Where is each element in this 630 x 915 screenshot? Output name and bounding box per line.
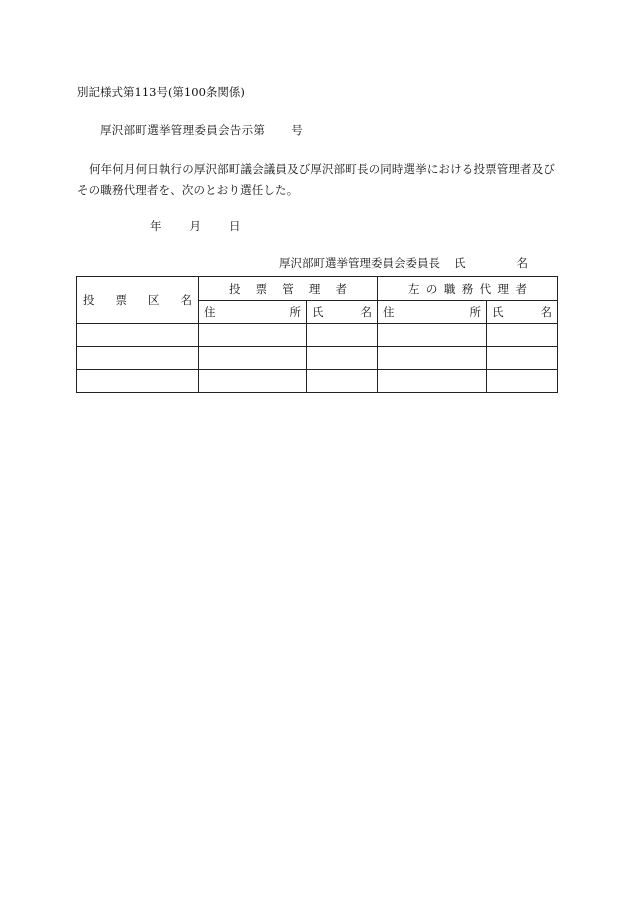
manager-name-cell [307, 324, 378, 347]
district-header [77, 277, 199, 324]
date-day: 日 [229, 219, 241, 233]
manager-address-cell [199, 370, 307, 393]
table-row [77, 324, 558, 347]
manager-name-cell [307, 370, 378, 393]
table-row [77, 370, 558, 393]
district-cell [77, 347, 199, 370]
deputy-address-header: 住 所 [378, 301, 487, 324]
deputy-name-cell [487, 324, 558, 347]
deputy-name-header: 氏 名 [487, 301, 558, 324]
deputy-header-text: 左 の 職 務 代 理 者 [408, 281, 527, 296]
table-row [77, 347, 558, 370]
signature-shi: 氏 [454, 256, 466, 270]
manager-address-header: 住 所 [199, 301, 307, 324]
manager-header [199, 277, 378, 301]
manager-address-cell [199, 347, 307, 370]
deputy-header [378, 277, 558, 301]
notice-title [100, 122, 303, 138]
roster-table [76, 276, 558, 393]
district-header-text: 投 票 区 名 [83, 293, 192, 307]
signature-title: 厚沢部町選挙管理委員会委員長 [279, 256, 440, 270]
form-number: 別記様式第113号(第100条関係) [77, 85, 245, 99]
signature-mei: 名 [516, 256, 528, 270]
deputy-address-cell [378, 324, 487, 347]
manager-name-header: 氏 名 [307, 301, 378, 324]
body-text: 何年何月何日執行の厚沢部町議会議員及び厚沢部町長の同時選挙における投票管理者及びその職務代理者を、次のとおり選任した。 [77, 162, 555, 197]
manager-name-cell [307, 347, 378, 370]
notice-title-prefix: 厚沢部町選挙管理委員会告示第 [100, 123, 266, 137]
manager-address-cell [199, 324, 307, 347]
date-line [150, 218, 241, 234]
deputy-address-cell [378, 370, 487, 393]
notice-title-suffix: 号 [291, 123, 304, 137]
deputy-name-cell [487, 370, 558, 393]
district-cell [77, 324, 199, 347]
deputy-address-cell [378, 347, 487, 370]
district-cell [77, 370, 199, 393]
date-year: 年 [150, 219, 162, 233]
deputy-name-cell [487, 347, 558, 370]
manager-header-text: 投 票 管 理 者 [229, 281, 347, 296]
date-month: 月 [189, 219, 201, 233]
signature-line [279, 255, 528, 271]
table-header-row [77, 277, 558, 301]
